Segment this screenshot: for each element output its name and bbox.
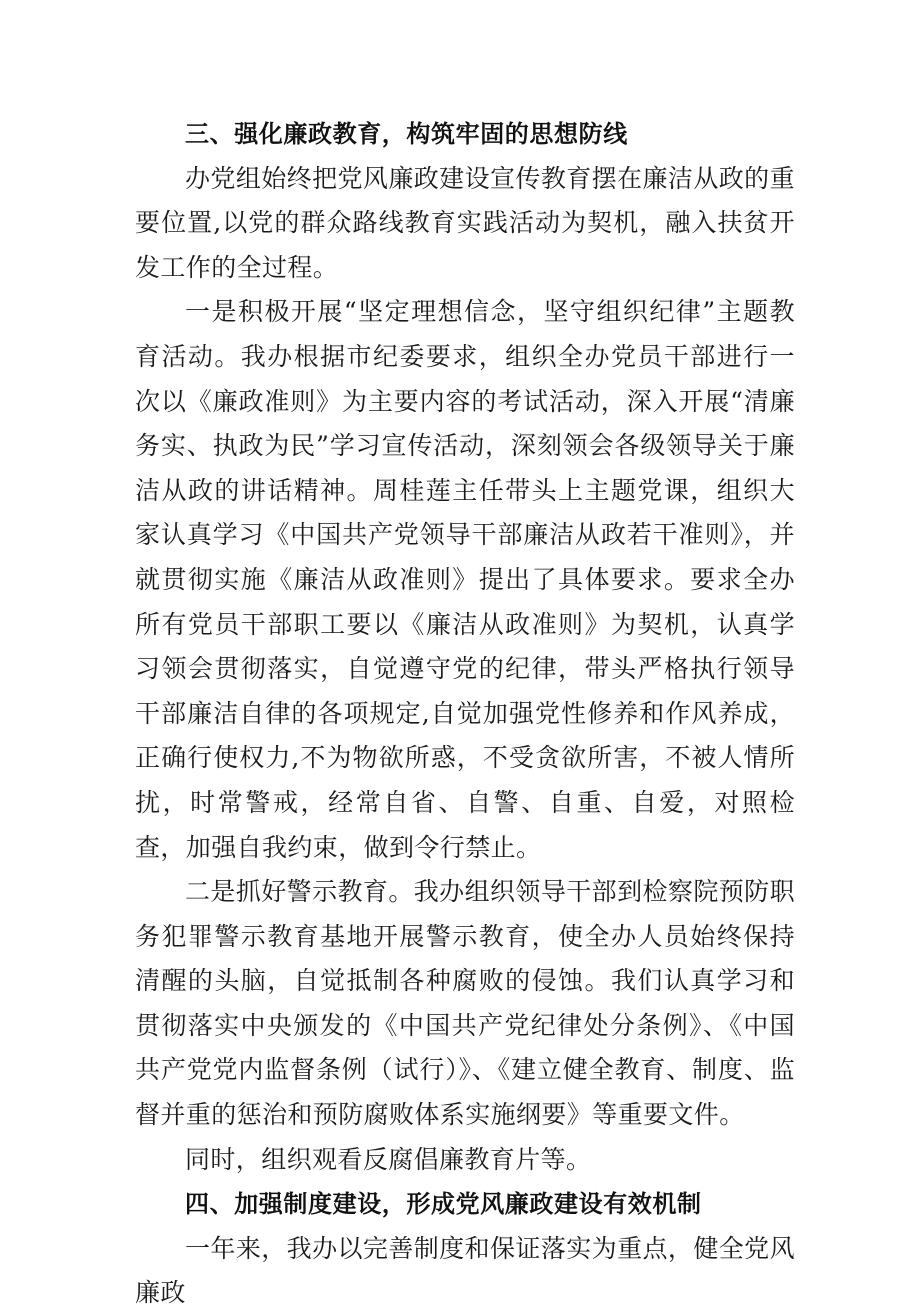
paragraph-warning-education: 二是抓好警示教育。我办组织领导干部到检察院预防职务犯罪警示教育基地开展警示教育，使全办人员始终保持清醒的头脑，自觉抵制各种腐败的侵蚀。我们认真学习和贯彻落实中央颁发的《中国共产党纪律处分条例》、《中国共产党党内监督条例（试行）》、《建立健全教育、制度、监督并重的惩治和预防腐败体系实施纲要》等重要文件。	[135, 877, 795, 1130]
section-heading-three: 三、强化廉政教育，构筑牢固的思想防线	[185, 120, 628, 148]
paragraph-theme-education: 一是积极开展“坚定理想信念，坚守组织纪律”主题教育活动。我办根据市纪委要求，组织全办党员干部进行一次以《廉政准则》为主要内容的考试活动，深入开展“清廉务实、执政为民”学习宣传活动，深刻领会各级领导关于廉洁从政的讲话精神。周桂莲主任带头上主题党课，组织大家认真学习《中国共产党领导干部廉洁从政若干准则》，并就贯彻实施《廉洁从政准则》提出了具体要求。要求全办所有党员干部职工要以《廉洁从政准则》为契机，认真学习领会贯彻落实，自觉遵守党的纪律，带头严格执行领导干部廉洁自律的各项规定,自觉加强党性修养和作风养成，正确行使权力,不为物欲所惑，不受贪欲所害，不被人情所扰，时常警戒，经常自省、自警、自重、自爱，对照检查，加强自我约束，做到令行禁止。	[135, 297, 795, 862]
paragraph-system-building: 一年来，我办以完善制度和保证落实为重点，健全党风廉政	[135, 1233, 795, 1308]
paragraph-film-viewing: 同时，组织观看反腐倡廉教育片等。	[185, 1144, 592, 1174]
document-body	[135, 112, 795, 1316]
paragraph-intro: 办党组始终把党风廉政建设宣传教育摆在廉洁从政的重要位置,以党的群众路线教育实践活动为契机，融入扶贫开发工作的全过程。	[135, 163, 795, 282]
section-heading-four: 四、加强制度建设，形成党风廉政建设有效机制	[185, 1190, 702, 1219]
